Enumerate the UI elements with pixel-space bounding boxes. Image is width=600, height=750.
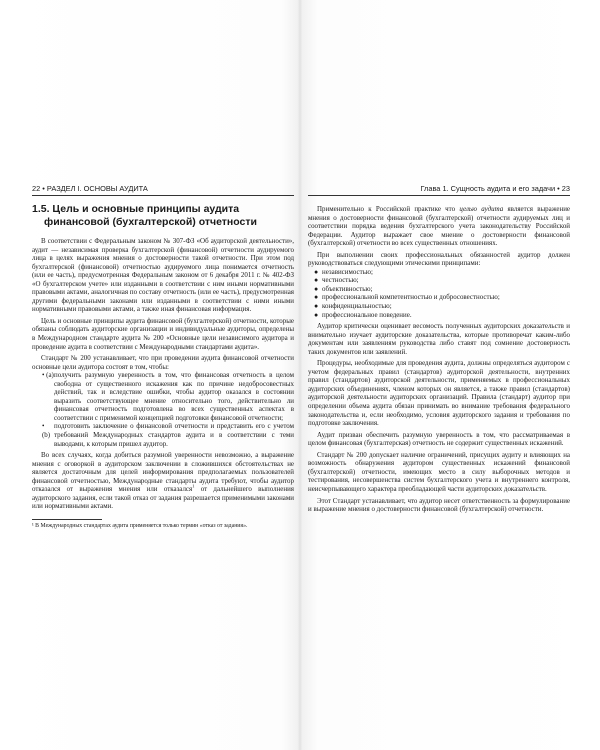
list-item xyxy=(308,285,570,294)
list-item-text: честностью; xyxy=(322,276,359,285)
list-item-text: независимостью; xyxy=(322,267,373,276)
list-item xyxy=(32,371,294,422)
list-item xyxy=(308,293,570,302)
left-body xyxy=(32,237,294,511)
paragraph: При выполнении своих профессиональных обязанностей аудитор должен руководствоваться следующими этическими принципами: xyxy=(308,250,570,268)
bullet-icon: ● xyxy=(314,302,319,311)
bullet-icon: ● xyxy=(314,284,319,293)
paragraph: Стандарт № 200 устанавливает, что при проведении аудита финансовой отчетности основные цели аудитора состоят в том, чтобы: xyxy=(32,354,294,371)
paragraph-text: Применительно к Российской практике что xyxy=(317,205,460,213)
right-page xyxy=(308,184,570,514)
paragraph: Аудитор критически оценивает весомость полученных аудиторских доказательств и внимательно изучает аудиторские доказательства, которые противоречат каким-либо документам или заявлениям руководства либо ставят под сомнение достоверность таких документов или заявлений. xyxy=(308,322,570,356)
bullet-icon: ● xyxy=(314,293,319,302)
right-body xyxy=(308,205,570,514)
list-item-text: получить разумную уверенность в том, что финансовая отчетность в целом свободна от существенного искажения как по причине недобросовестных действий, так и вследствие ошибки, чтобы аудитор оказался в состоянии выразить соответствующее мнение относительно того, действительно ли финансовая отчетность подготовлена во всех существенных аспектах в соответствии с применимой концепцией подготовки финансовой отчетности; xyxy=(54,371,294,422)
paragraph: Этот Стандарт устанавливает, что аудитор несет ответственность за формулирование и выражение мнения о достоверности финансовой (бухгалтерской) отчетности. xyxy=(308,496,570,514)
paragraph: Аудит призван обеспечить разумную уверенность в том, что рассматриваемая в целом финансовая (бухгалтерская) отчетность не содержит существенных искажений. xyxy=(308,430,570,448)
left-page xyxy=(32,184,294,530)
paragraph: В соответствии с Федеральным законом № 307-ФЗ «Об аудиторской деятельности», аудит — независимая проверка бухгалтерской (финансовой) отчетности аудируемого лица в целях выражения мнения о достоверности такой отчетности. При этом под бухгалтерской (финансовой) отчетностью аудируемого лица понимается отчетность (или ее часть), предусмотренная Федеральным законом от 6 декабря 2011 г. № 402-ФЗ «О бухгалтерском учете» или изданными в соответствии с ним иными нормативными правовыми актами, аналогичная по составу отчетность (или ее часть), предусмотренная другими федеральными законами или изданными в соответствии с ними иными нормативными правовыми актами, а также иная финансовая информация. xyxy=(32,237,294,314)
left-running-header: 22 • РАЗДЕЛ I. ОСНОВЫ АУДИТА xyxy=(32,184,294,196)
bullet-icon: ● xyxy=(314,267,319,276)
list-item-text: объективностью; xyxy=(322,284,373,293)
paragraph: Процедуры, необходимые для проведения аудита, должны определяться аудитором с учетом федеральных правил (стандартов) аудиторской деятельности, внутренних правил (стандартов) аудиторской деятельности, применяемых в профессиональных аудиторских объединениях, членом которых он является, а также правил (стандартов) аудиторской деятельности аудиторских организаций. Правила (стандарт) аудитор при определении объема аудита обязан принимать во внимание требования федерального законодательства и, если необходимо, условия аудиторского задания и требования по подготовке заключения. xyxy=(308,359,570,428)
paragraph: Стандарт № 200 допускает наличие ограничений, присущих аудиту и влияющих на возможность обнаружения аудитором существенных искажений финансовой (бухгалтерской) отчетности, имеющих место в силу выборочных методов и тестирования, несовершенства систем бухгалтерского учета и внутреннего контроля, неисчерпывающего характера преобладающей части аудиторских доказательств. xyxy=(308,450,570,493)
paragraph-text-end: от дальнейшего выполнения аудиторского задания, если такой отказ от задания разрешается применимыми законами или нормативными актами. xyxy=(32,485,294,511)
list-item xyxy=(308,311,570,320)
paragraph-text: Во всех случаях, когда добиться разумной уверенности невозможно, а выражение мнения с оговоркой в аудиторском заключении в сложившихся обстоятельствах не является достаточным для целей информирования предполагаемых пользователей финансовой отчетностью, Международные стандарты аудита требуют, чтобы аудитор отказался от выражения мнения или отказался xyxy=(32,451,294,494)
bullet-icon: ● xyxy=(314,276,319,285)
list-item xyxy=(32,422,294,448)
footnote-divider xyxy=(32,519,102,520)
paragraph: Цель и основные принципы аудита финансовой (бухгалтерской) отчетности, которые обязаны соблюдать аудиторские организации и индивидуальные аудиторы, определены в Международном стандарте аудита № 200 «Основные цели независимого аудитора и проведение аудита в соответствии с Международными стандартами аудита». xyxy=(32,316,294,351)
paragraph-text-end: является выражение мнения о достоверности финансовой (бухгалтерской) отчетности аудируемых лиц и соответствии порядка ведения бухгалтерского учета законодательству Российской Федерации. Аудитор выражает свое мнение о достоверности финансовой (бухгалтерской) отчетности во всех существенных отношениях. xyxy=(308,205,571,248)
list-marker: • (a) xyxy=(42,371,54,380)
list-item-text: конфиденциальностью; xyxy=(322,302,392,311)
list-item xyxy=(308,276,570,285)
principles-list xyxy=(308,268,570,319)
paragraph xyxy=(308,205,570,248)
footnote: ¹ В Международных стандартах аудита применяется только термин «отказ от задания». xyxy=(32,522,248,529)
right-running-header: Глава 1. Сущность аудита и его задачи • 23 xyxy=(308,184,570,196)
emphasis-term: целью аудита xyxy=(459,205,504,213)
bullet-icon: ● xyxy=(314,310,319,319)
list-marker: • (b) xyxy=(42,422,51,440)
footnote-ref: 1 xyxy=(192,484,195,489)
list-item xyxy=(308,268,570,277)
list-item-text: подготовить заключение о финансовой отчетности и представить его с учетом требований Международных стандартов аудита и в соответствии с теми выводами, к которым пришел аудитор. xyxy=(54,422,294,448)
paragraph xyxy=(32,451,294,511)
list-item-text: профессиональной компетентностью и добросовестностью; xyxy=(322,293,500,302)
section-title: 1.5. Цель и основные принципы аудита финансовой (бухгалтерской) отчетности xyxy=(32,203,257,228)
list-item xyxy=(308,302,570,311)
list-item-text: профессиональное поведение. xyxy=(322,310,412,319)
